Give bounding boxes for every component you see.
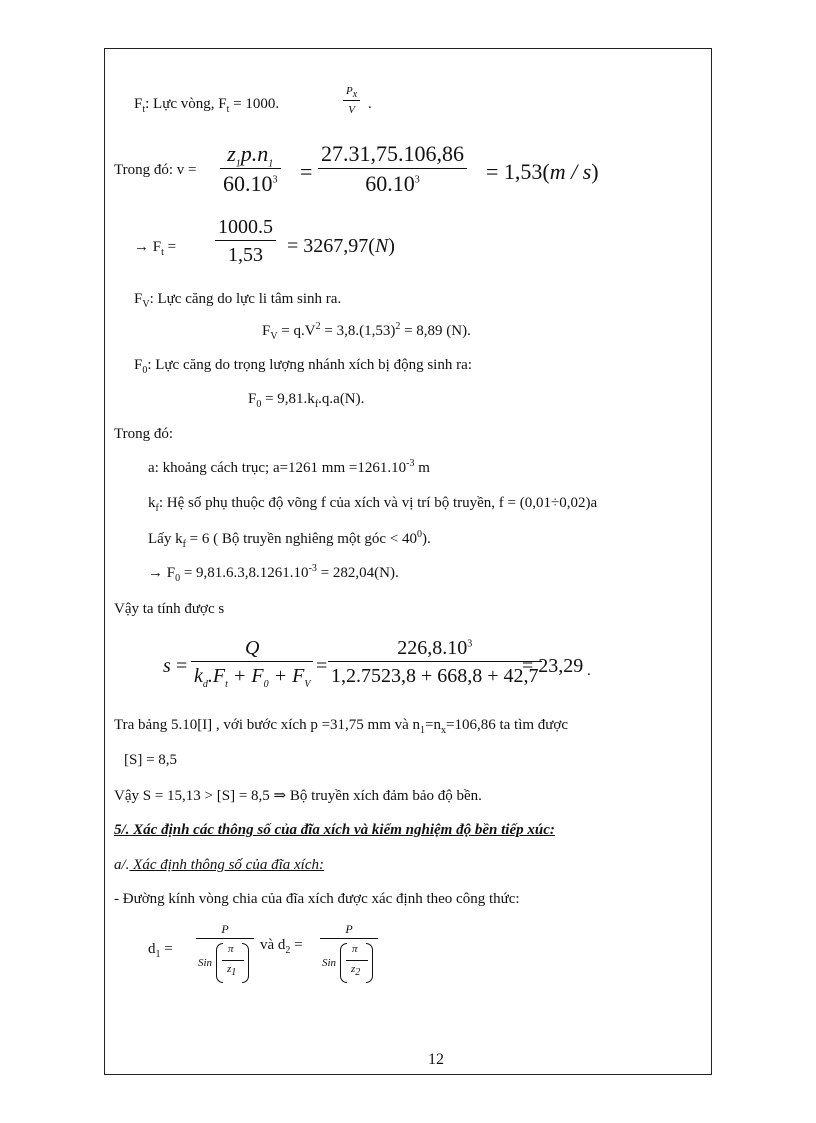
conclusion-line: Vậy S = 15,13 > [S] = 8,5 ⇒ Bộ truyền xích đảm bảo độ bền. — [114, 788, 482, 804]
page-frame — [104, 48, 712, 1075]
ft-definition: $F_t$: Lực vòng, $F_t = 1000$. — [134, 96, 280, 115]
d1-fraction: P Sin π $z_1$ — [196, 923, 254, 987]
kf-choice: Lấy $k_f = 6$ ( Bộ truyền nghiêng một góc < $40^0$). — [148, 529, 431, 550]
s-eq2: = — [316, 655, 328, 677]
f0-definition: $F_0$: Lực căng do trọng lượng nhánh xích bị động sinh ra: — [134, 357, 472, 376]
s-lhs: s — [163, 655, 171, 677]
ft-calc-prefix: → $F_t$ = — [134, 239, 177, 258]
v-fraction-1: $\frac{z_1p.n_1}{60.10^3}$ — [220, 143, 281, 195]
f0-calculation: → $F_0 = 9,81.6.3,8.1261.10^{-3} = 282,04(N)$. — [148, 563, 399, 584]
kf-definition: $k_f$: Hệ số phụ thuộc độ võng f của xích và vị trí bộ truyền, f = (0,01÷0,02)a — [148, 495, 598, 514]
d1-label: $d_1$ = — [148, 941, 173, 960]
d2-fraction: P Sin π $z_2$ — [320, 923, 378, 987]
duong-kinh-line: - Đường kính vòng chia của đĩa xích được xác định theo công thức: — [114, 891, 520, 907]
d2-label: và $d_2$ = — [260, 937, 303, 956]
fv-equation: $F_V = q.V^2 = 3,8.(1,53)^2 = 8,89$ (N). — [262, 321, 471, 342]
a-distance-line: a: khoảng cách trục; a=1261 mm $=1261.10^{-3}$ m — [148, 458, 430, 476]
vay-ta-tinh: Vậy ta tính được s — [114, 601, 225, 617]
ft-calc-result: = 3267,97(N) — [287, 235, 395, 257]
s-allowable: [S] = 8,5 — [124, 752, 178, 768]
section-5-heading: 5/. Xác định các thông số của đĩa xích và kiểm nghiệm độ bền tiếp xúc: — [114, 822, 555, 838]
ft-calc-fraction: $\frac{1000.5}{1,53}$ — [215, 217, 276, 265]
section-a-heading: a/. Xác định thông số của đĩa xích: — [114, 857, 324, 873]
page-number: 12 — [428, 1051, 444, 1068]
v-fraction-2: $\frac{27.31,75.106,86}{60.10^3}$ — [318, 143, 467, 195]
tra-bang-line: Tra bảng 5.10[I] , với bước xích p =31,75 mm và $n_1=n_x=106,86$ ta tìm được — [114, 717, 569, 736]
v-result: = 1,53(m / s) — [486, 159, 599, 184]
ft-fraction: $\frac{P_x}{V}$ — [343, 86, 360, 116]
f0-equation: $F_0 = 9,81.k_f.q.a(N)$. — [248, 391, 365, 410]
v-prefix: Trong đó: v = — [114, 162, 197, 178]
s-fraction-2: $\frac{226,8.10^3}{1,2.7523,8 + 668,8 + 42,7}$ — [328, 638, 542, 686]
s-period: . — [587, 663, 591, 679]
s-eq1: = — [176, 655, 188, 677]
s-result: = 23,29 — [522, 655, 584, 677]
fv-definition: $F_V$: Lực căng do lực li tâm sinh ra. — [134, 291, 342, 310]
ft-period: . — [368, 96, 372, 112]
v-eq-mid: = — [300, 159, 313, 184]
s-fraction-1: $\frac{Q}{k_d.F_t + F_0 + F_V}$ — [191, 638, 313, 686]
trong-do-label: Trong đó: — [114, 426, 174, 442]
